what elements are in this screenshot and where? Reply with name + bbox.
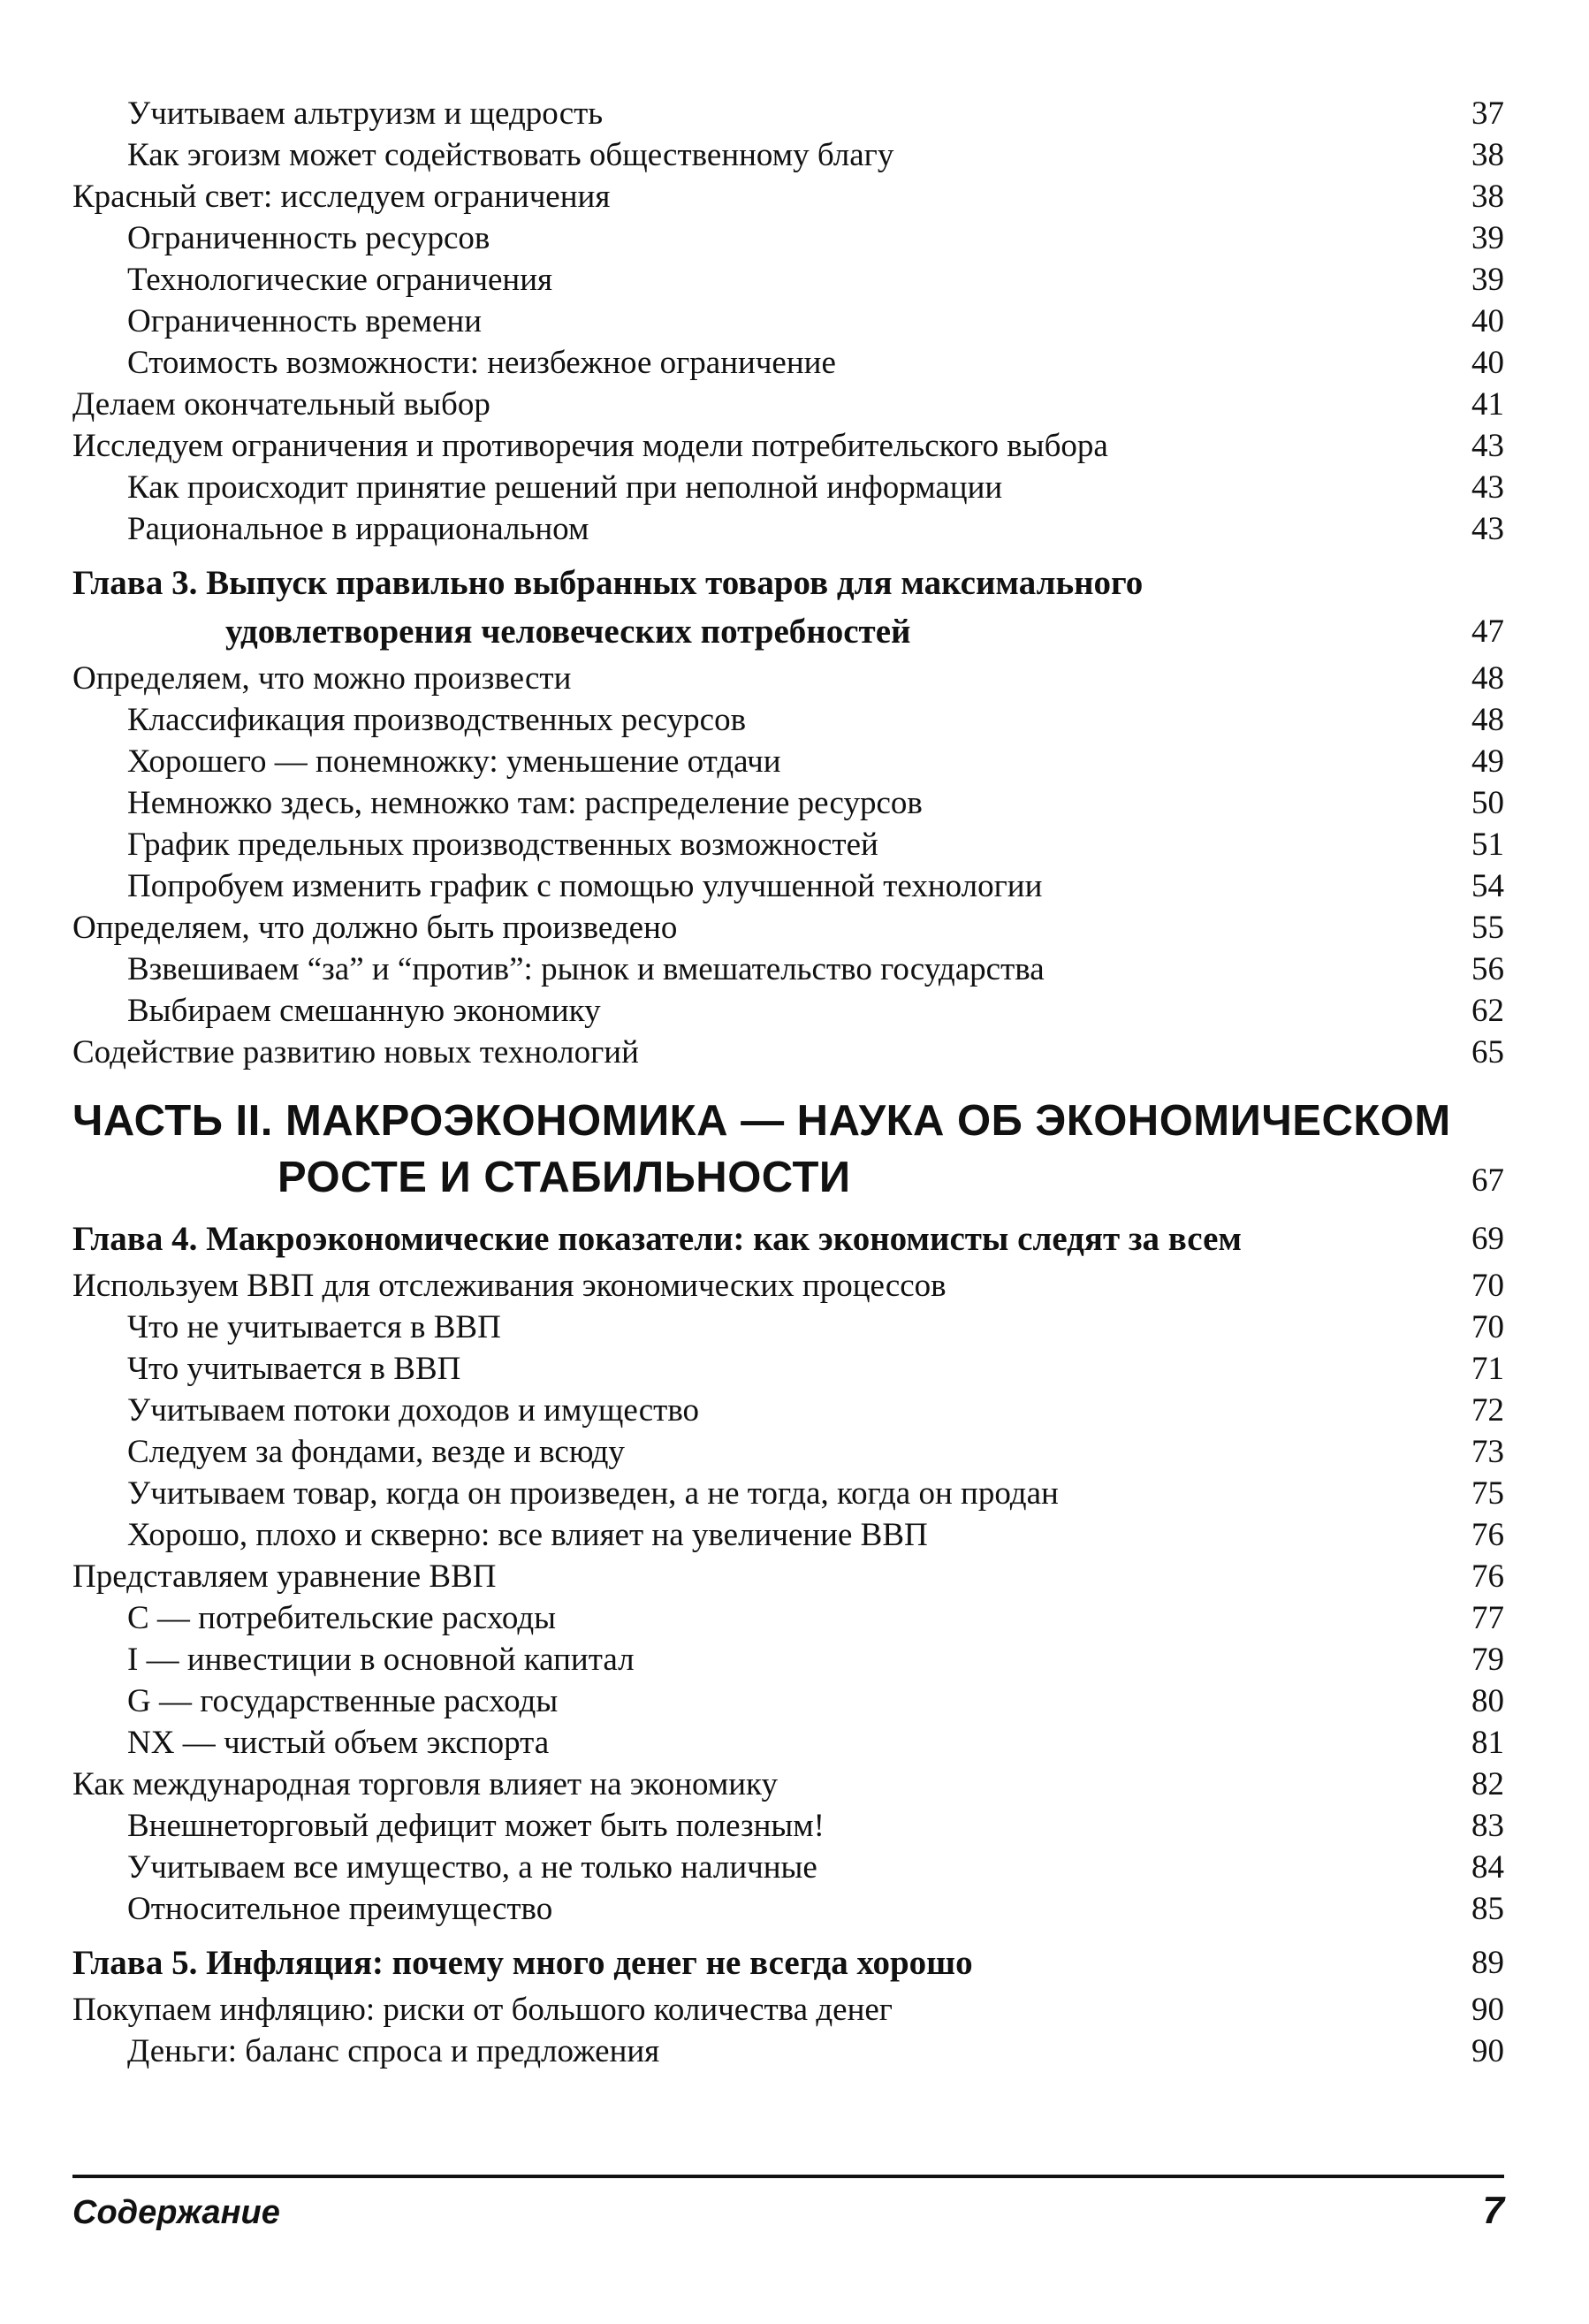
toc-entry-title: Хорошо, плохо и скверно: все влияет на увеличение ВВП [127,1517,928,1553]
toc-entry-page: 40 [1471,303,1504,339]
toc-entry-title: G — государственные расходы [127,1683,559,1719]
toc-entry[interactable] [72,907,1504,949]
toc-entry-page: 49 [1471,743,1504,780]
toc-entry-page: 41 [1471,386,1504,423]
toc-entry-title: График предельных производственных возможностей [127,827,878,863]
toc-entry-page: 40 [1471,345,1504,381]
toc-entry-title: Делаем окончательный выбор [72,386,490,423]
toc-entry[interactable] [72,949,1504,990]
toc-entry[interactable] [72,658,1504,699]
toc-entry-page: 38 [1471,179,1504,215]
toc-entry-page: 77 [1471,1600,1504,1636]
footer-rule [72,2175,1504,2178]
toc-entry[interactable] [72,93,1504,134]
toc-entry-title: Технологические ограничения [127,262,553,298]
toc-entry-page: 73 [1471,1434,1504,1470]
toc-entry-title: Исследуем ограничения и противоречия модели потребительского выбора [72,428,1108,464]
toc-entry-page: 90 [1471,2033,1504,2069]
toc-entry[interactable] [72,425,1504,467]
toc-entry-title: Хорошего — понемножку: уменьшение отдачи [127,743,781,780]
toc-entry[interactable] [72,1431,1504,1473]
toc-entry-page: 43 [1471,511,1504,547]
toc-entry-title: Как происходит принятие решений при неполной информации [127,469,1003,506]
toc-entry-title: Определяем, что должно быть произведено [72,910,678,946]
page-number: 7 [1482,2189,1504,2232]
toc-entry[interactable] [72,1888,1504,1930]
chapter-title-line-1: Глава 3. Выпуск правильно выбранных товаров для максимального [72,564,1144,602]
toc-entry-page: 51 [1471,827,1504,863]
part-2-heading[interactable] [72,1093,1504,1206]
toc-entry-title: Классификация производственных ресурсов [127,702,747,738]
chapter-title [72,559,1451,656]
part-title-line-2: РОСТЕ И СТАБИЛЬНОСТИ [278,1154,851,1201]
part-title-line-1: ЧАСТЬ II. МАКРОЭКОНОМИКА — НАУКА ОБ ЭКОНОМИЧЕСКОМ [72,1097,1451,1145]
toc-entry[interactable] [72,1989,1504,2031]
toc-entry[interactable] [72,782,1504,824]
toc-entry[interactable] [72,1032,1504,1073]
chapter-title-line-2: удовлетворения человеческих потребностей [225,613,911,651]
toc-entry[interactable] [72,1473,1504,1514]
toc-entry-page: 55 [1471,910,1504,946]
toc-entry-title: Определяем, что можно произвести [72,660,572,697]
toc-entry[interactable] [72,1722,1504,1764]
toc-entry-page: 43 [1471,428,1504,464]
toc-entry-page: 72 [1471,1392,1504,1429]
toc-entry[interactable] [72,1597,1504,1639]
toc-entry-title: Учитываем все имущество, а не только наличные [127,1849,817,1886]
toc-entry[interactable] [72,699,1504,741]
toc-entry[interactable] [72,217,1504,259]
chapter-page: 69 [1471,1221,1504,1257]
toc-entry-title: Красный свет: исследуем ограничения [72,179,611,215]
toc-entry[interactable] [72,1680,1504,1722]
toc-entry[interactable] [72,990,1504,1032]
toc-entry-title: Учитываем потоки доходов и имущество [127,1392,700,1429]
chapter-title: Глава 4. Макроэкономические показатели: как экономисты следят за всем [72,1220,1242,1258]
toc-entry-page: 76 [1471,1558,1504,1595]
toc-entry-title: Внешнеторговый дефицит может быть полезным! [127,1808,825,1844]
toc-entry[interactable] [72,301,1504,342]
toc-entry-page: 83 [1471,1808,1504,1844]
toc-entry-title: Учитываем товар, когда он произведен, а не тогда, когда он продан [127,1475,1059,1512]
toc-entry[interactable] [72,259,1504,301]
toc-entry[interactable] [72,508,1504,550]
toc-entry[interactable] [72,134,1504,176]
toc-entry[interactable] [72,2031,1504,2072]
toc-entry-title: Ограниченность ресурсов [127,220,490,256]
toc-entry-page: 85 [1471,1891,1504,1927]
toc-block-2 [72,658,1504,1073]
toc-entry[interactable] [72,1265,1504,1307]
toc-entry-page: 48 [1471,660,1504,697]
toc-entry-page: 70 [1471,1268,1504,1304]
toc-entry-page: 71 [1471,1351,1504,1387]
toc-entry[interactable] [72,176,1504,217]
chapter-page: 47 [1471,613,1504,650]
toc-entry-page: 84 [1471,1849,1504,1886]
toc-entry[interactable] [72,824,1504,865]
toc-entry-title: Немножко здесь, немножко там: распределение ресурсов [127,785,923,821]
toc-entry[interactable] [72,1514,1504,1556]
toc-entry-page: 50 [1471,785,1504,821]
chapter-page: 89 [1471,1945,1504,1981]
toc-entry-page: 56 [1471,951,1504,987]
toc-entry-title: Как международная торговля влияет на экономику [72,1766,779,1802]
toc-block-4 [72,1989,1504,2072]
toc-entry-title: Попробуем изменить график с помощью улучшенной технологии [127,868,1043,904]
toc-entry-page: 37 [1471,95,1504,132]
toc-entry-page: 81 [1471,1725,1504,1761]
part-page: 67 [1471,1162,1504,1199]
toc-entry[interactable] [72,384,1504,425]
toc-block-3 [72,1265,1504,1930]
toc-entry-page: 75 [1471,1475,1504,1512]
chapter-title: Глава 5. Инфляция: почему много денег не всегда хорошо [72,1944,973,1982]
toc-entry-title: Используем ВВП для отслеживания экономических процессов [72,1268,947,1304]
toc-entry-page: 65 [1471,1034,1504,1071]
toc-entry-page: 39 [1471,220,1504,256]
toc-entry[interactable] [72,741,1504,782]
toc-entry-title: Выбираем смешанную экономику [127,993,601,1029]
toc-entry-title: Взвешиваем “за” и “против”: рынок и вмешательство государства [127,951,1045,987]
toc-entry-title: Содействие развитию новых технологий [72,1034,639,1071]
toc-entry-page: 90 [1471,1992,1504,2028]
toc-entry[interactable] [72,1639,1504,1680]
toc-entry-page: 82 [1471,1766,1504,1802]
chapter-3-heading[interactable] [72,559,1504,656]
toc-entry-page: 43 [1471,469,1504,506]
toc-entry-page: 80 [1471,1683,1504,1719]
toc-entry-page: 54 [1471,868,1504,904]
toc-entry-title: Ограниченность времени [127,303,483,339]
toc-entry-title: NX — чистый объем экспорта [127,1725,550,1761]
toc-entry[interactable] [72,467,1504,508]
toc-entry[interactable] [72,1805,1504,1847]
toc-block-1 [72,93,1504,550]
toc-entry[interactable] [72,1556,1504,1597]
chapter-5-heading[interactable] [72,1939,1504,1987]
toc-entry-title: Что не учитывается в ВВП [127,1309,501,1345]
toc-entry-title: Представляем уравнение ВВП [72,1558,497,1595]
footer-section-label: Содержание [72,2194,280,2231]
toc-entry-title: Стоимость возможности: неизбежное ограничение [127,345,836,381]
toc-entry[interactable] [72,1307,1504,1348]
toc-entry-title: Учитываем альтруизм и щедрость [127,95,604,132]
toc-entry[interactable] [72,342,1504,384]
toc-entry-title: Как эгоизм может содействовать общественному благу [127,137,894,173]
toc-entry[interactable] [72,1390,1504,1431]
table-of-contents [72,93,1504,2072]
toc-entry-title: Рациональное в иррациональном [127,511,589,547]
toc-entry-title: Относительное преимущество [127,1891,553,1927]
toc-entry-title: I — инвестиции в основной капитал [127,1642,635,1678]
toc-entry[interactable] [72,1764,1504,1805]
toc-entry[interactable] [72,865,1504,907]
toc-entry-page: 62 [1471,993,1504,1029]
toc-entry-title: Деньги: баланс спроса и предложения [127,2033,660,2069]
toc-entry[interactable] [72,1847,1504,1888]
toc-entry-page: 79 [1471,1642,1504,1678]
part-title [72,1093,1451,1206]
toc-entry-page: 38 [1471,137,1504,173]
toc-entry-page: 76 [1471,1517,1504,1553]
page-footer [72,2189,1504,2233]
toc-entry-page: 70 [1471,1309,1504,1345]
toc-entry-page: 39 [1471,262,1504,298]
toc-entry-page: 48 [1471,702,1504,738]
toc-entry-title: Что учитывается в ВВП [127,1351,461,1387]
toc-entry[interactable] [72,1348,1504,1390]
chapter-4-heading[interactable] [72,1215,1504,1263]
toc-entry-title: Покупаем инфляцию: риски от большого количества денег [72,1992,893,2028]
toc-entry-title: C — потребительские расходы [127,1600,557,1636]
toc-entry-title: Следуем за фондами, везде и всюду [127,1434,625,1470]
